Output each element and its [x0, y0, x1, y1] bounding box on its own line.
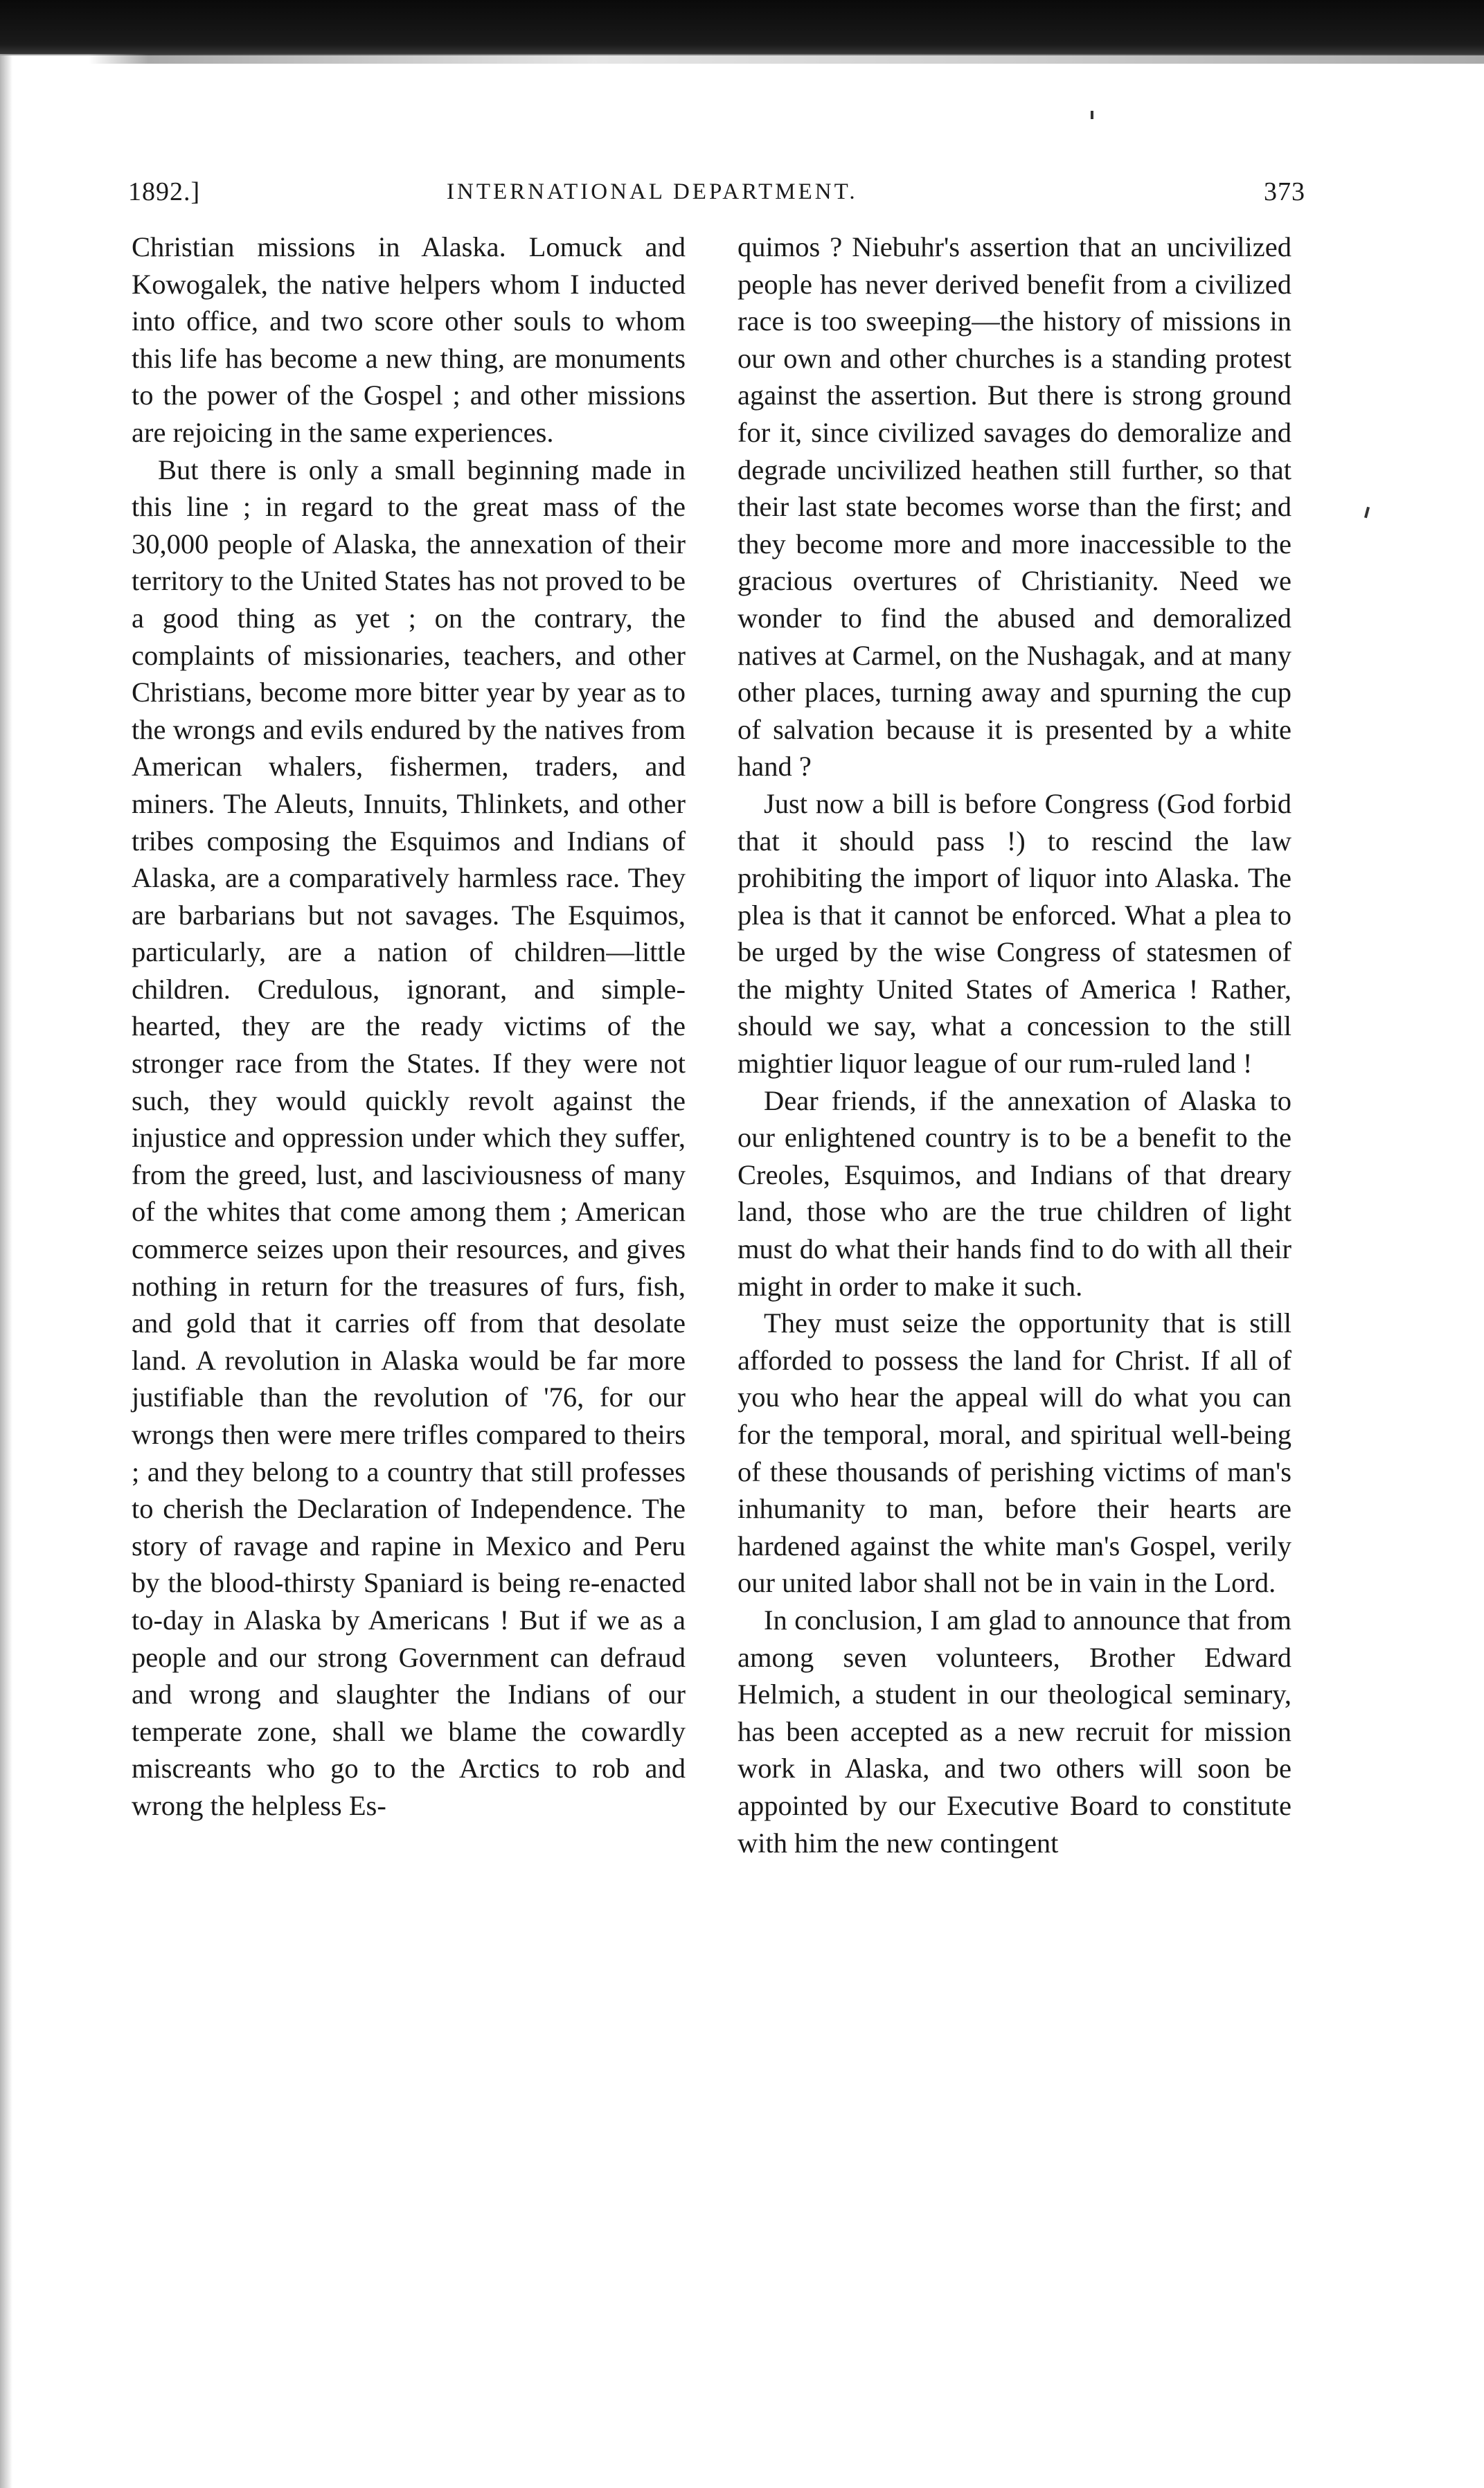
- paragraph: In conclusion, I am glad to announce that from among seven volunteers, Brother Edward Helmich, a student in our theological seminary, has been accepted as a new recruit for mission work in Alaska, and two others will soon be appointed by our Executive Board to constitute with him the new contingent: [737, 1604, 1291, 1859]
- ink-speck: [1091, 111, 1093, 119]
- paragraph: quimos ? Niebuhr's assertion that an uncivilized people has never derived benefit from a civilized race is too sweeping—the history of missions in our own and other churches is a standing protest against the assertion. But there is strong ground for it, since civilized savages do demoralize and degrade uncivilized heathen still further, so that their last state becomes worse than the first; and they become more and more inaccessible to the gracious overtures of Christianity. Need we wonder to find the abused and demoralized natives at Carmel, on the Nushagak, and at many other places, turning away and spurning the cup of salvation because it is presented by a white hand ?: [737, 231, 1291, 782]
- scan-left-border: [0, 55, 12, 2488]
- paragraph: Just now a bill is before Congress (God forbid that it should pass !) to rescind the law prohibiting the import of liquor into Alaska. The plea is that it cannot be enforced. What a plea to be urged by the wise Congress of statesmen of the mighty United States of America ! Rather, should we say, what a concession to the still mightier liquor league of our rum-ruled land !: [737, 787, 1291, 1080]
- right-column: [737, 229, 1291, 1861]
- page-header: [128, 177, 1305, 218]
- running-title: INTERNATIONAL DEPARTMENT.: [447, 179, 858, 204]
- page-number: 373: [1264, 177, 1305, 206]
- scan-edge-shadow: [0, 54, 1484, 64]
- scan-top-border: [0, 0, 1484, 55]
- left-column: [132, 229, 686, 1825]
- ink-speck: [1364, 507, 1370, 518]
- paragraph: They must seize the opportunity that is still afforded to possess the land for Christ. If all of you who hear the appeal will do what you can for the temporal, moral, and spiritual well-being of these thousands of perishing victims of man's inhumanity to man, before their hearts are hardened against the white man's Gospel, verily our united labor shall not be in vain in the Lord.: [737, 1307, 1291, 1599]
- header-year: 1892.]: [128, 177, 201, 206]
- paragraph: Christian missions in Alaska. Lomuck and Kowogalek, the native helpers whom I inducted into office, and two score other souls to whom this life has become a new thing, are monuments to the power of the Gospel ; and other missions are rejoicing in the same experiences.: [132, 231, 686, 448]
- paragraph: But there is only a small beginning made in this line ; in regard to the great mass of the 30,000 people of Alaska, the annexation of their territory to the United States has not proved to be a good thing as yet ; on the contrary, the complaints of missionaries, teachers, and other Christians, become more bitter year by year as to the wrongs and evils endured by the natives from American whalers, fishermen, traders, and miners. The Aleuts, Innuits, Thlinkets, and other tribes composing the Esquimos and Indians of Alaska, are a comparatively harmless race. They are barbarians but not savages. The Esquimos, particularly, are a nation of children—little children. Credulous, ignorant, and simple-hearted, they are the ready victims of the stronger race from the States. If they were not such, they would quickly revolt against the injustice and oppression under which they suffer, from the greed, lust, and lasciviousness of many of the whites that come among them ; American commerce seizes upon their resources, and gives nothing in return for the treasures of furs, fish, and gold that it carries off from that desolate land. A revolution in Alaska would be far more justifiable than the revolution of '76, for our wrongs then were mere trifles compared to theirs ; and they belong to a country that still professes to cherish the Declaration of Independence. The story of ravage and rapine in Mexico and Peru by the blood-thirsty Spaniard is being re-enacted to-day in Alaska by Americans ! But if we as a people and our strong Government can defraud and wrong and slaughter the Indians of our temperate zone, shall we blame the cowardly miscreants who go to the Arctics to rob and wrong the helpless Es-: [132, 454, 686, 1821]
- paragraph: Dear friends, if the annexation of Alaska to our enlightened country is to be a benefit to the Creoles, Esquimos, and Indians of that dreary land, those who are the true children of light must do what their hands find to do with all their might in order to make it such.: [737, 1084, 1291, 1302]
